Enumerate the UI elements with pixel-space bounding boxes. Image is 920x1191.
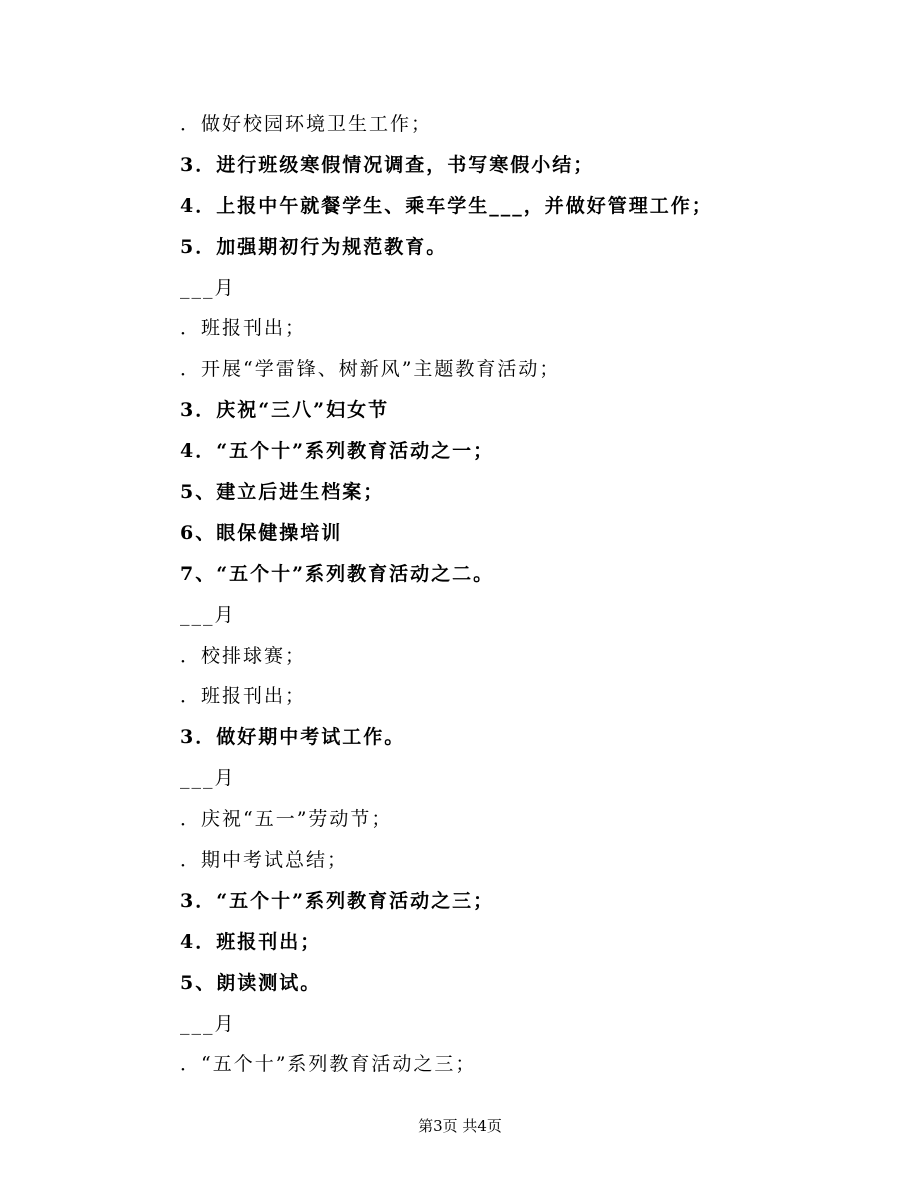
line-1: ．做好校园环境卫生工作； (180, 113, 433, 135)
line-3: 4．上报中午就餐学生、乘车学生___，并做好管理工作； (180, 194, 713, 217)
line-16: 3．做好期中考试工作。 (180, 726, 406, 749)
line-12: 7、“五个十”系列教育活动之二。 (180, 562, 495, 585)
line-2: 3．进行班级寒假情况调查，书写寒假小结； (180, 153, 595, 176)
line-22: 5、朗读测试。 (180, 971, 322, 994)
page-footer: 第3页 共4页 (418, 1117, 502, 1135)
month-heading-2: ___月 (180, 603, 236, 626)
line-6: ．班报刊出； (180, 317, 307, 340)
month-heading-4: ___月 (180, 1012, 236, 1035)
line-19: ．期中考试总结； (180, 849, 349, 872)
line-18: ．庆祝“五一”劳动节； (180, 808, 393, 831)
line-11: 6、眼保健操培训 (180, 521, 343, 544)
line-7: ．开展“学雷锋、树新风”主题教育活动； (180, 358, 561, 381)
line-21: 4．班报刊出； (180, 930, 322, 953)
line-8: 3．庆祝“三八”妇女节 (180, 399, 390, 422)
line-14: ．校排球赛； (180, 644, 307, 667)
line-24: ．“五个十”系列教育活动之三； (180, 1053, 477, 1076)
month-heading-3: ___月 (180, 767, 236, 790)
month-heading-1: ___月 (180, 276, 236, 299)
line-20: 3．“五个十”系列教育活动之三； (180, 889, 495, 912)
document-body (180, 104, 840, 1085)
line-4: 5．加强期初行为规范教育。 (180, 235, 448, 258)
line-9: 4．“五个十”系列教育活动之一； (180, 440, 495, 463)
line-15: ．班报刊出； (180, 685, 307, 708)
line-10: 5、建立后进生档案； (180, 481, 385, 504)
